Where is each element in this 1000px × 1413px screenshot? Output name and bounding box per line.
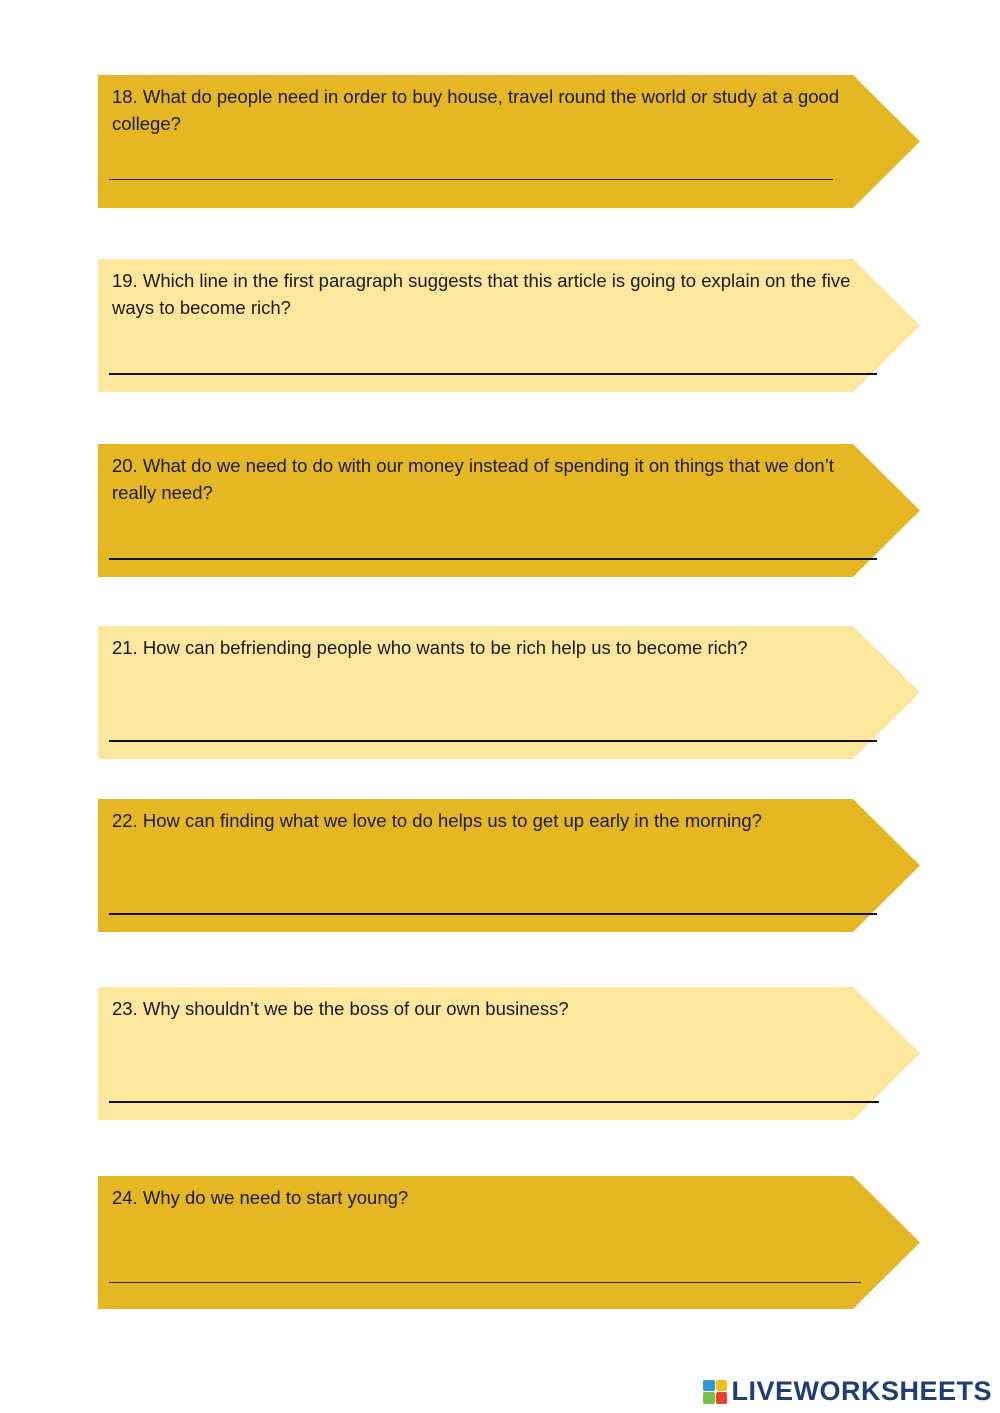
question-text: 23. Why shouldn’t we be the boss of our own business? (112, 998, 569, 1019)
question-card-24 (98, 1176, 920, 1309)
answer-line[interactable] (109, 179, 833, 180)
answer-line[interactable] (109, 1282, 861, 1283)
answer-line[interactable] (109, 558, 877, 560)
question-text: 18. What do people need in order to buy house, travel round the world or study at a good college? (112, 86, 840, 134)
question-text: 22. How can finding what we love to do helps us to get up early in the morning? (112, 810, 762, 831)
liveworksheets-logo-icon (703, 1380, 727, 1404)
logo-text: LIVEWORKSHEETS (731, 1376, 992, 1406)
question-card-20 (98, 444, 920, 577)
answer-line[interactable] (109, 1101, 879, 1103)
question-text: 19. Which line in the first paragraph suggests that this article is going to explain on the five ways to become rich? (112, 270, 851, 318)
question-text: 20. What do we need to do with our money instead of spending it on things that we don’t really need? (112, 455, 834, 503)
question-card-18 (98, 75, 920, 208)
liveworksheets-logo[interactable] (703, 1376, 992, 1407)
question-card-23 (98, 987, 920, 1120)
answer-line[interactable] (109, 373, 877, 375)
question-card-21 (98, 626, 920, 759)
question-text: 24. Why do we need to start young? (112, 1187, 409, 1208)
question-card-22 (98, 799, 920, 932)
answer-line[interactable] (109, 913, 877, 915)
question-text: 21. How can befriending people who wants to be rich help us to become rich? (112, 637, 748, 658)
question-card-19 (98, 259, 920, 392)
answer-line[interactable] (109, 740, 877, 742)
